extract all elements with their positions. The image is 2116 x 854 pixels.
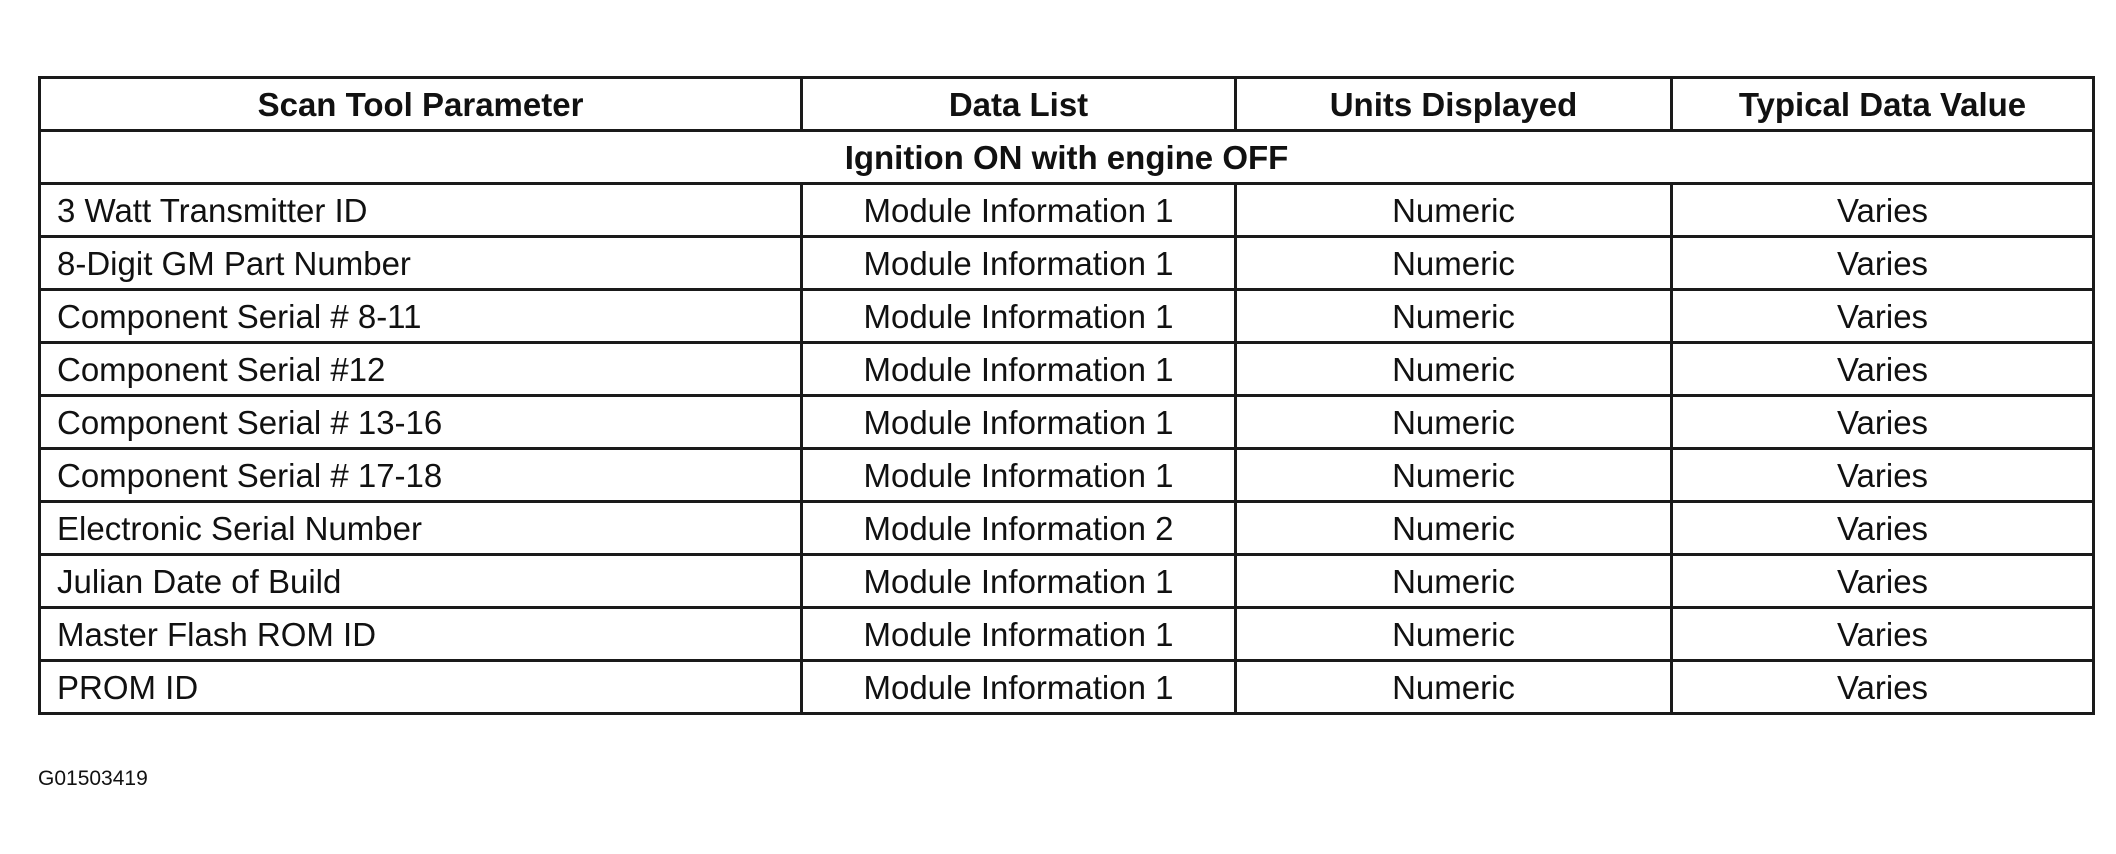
data-list-cell: Module Information 1 [802, 608, 1236, 661]
typical-value-cell: Varies [1672, 237, 2094, 290]
table-row [40, 343, 2094, 396]
parameter-cell: Electronic Serial Number [40, 502, 802, 555]
data-list-cell: Module Information 1 [802, 184, 1236, 237]
table-row [40, 449, 2094, 502]
units-cell: Numeric [1236, 343, 1672, 396]
header-scan-tool-parameter: Scan Tool Parameter [40, 78, 802, 131]
header-data-list: Data List [802, 78, 1236, 131]
header-units-displayed: Units Displayed [1236, 78, 1672, 131]
parameter-cell: PROM ID [40, 661, 802, 714]
parameter-cell: Component Serial # 13-16 [40, 396, 802, 449]
parameter-cell: Julian Date of Build [40, 555, 802, 608]
parameter-cell: Component Serial # 17-18 [40, 449, 802, 502]
parameter-cell: 8-Digit GM Part Number [40, 237, 802, 290]
data-list-cell: Module Information 1 [802, 661, 1236, 714]
typical-value-cell: Varies [1672, 449, 2094, 502]
header-row [40, 78, 2094, 131]
units-cell: Numeric [1236, 290, 1672, 343]
table-row [40, 608, 2094, 661]
units-cell: Numeric [1236, 184, 1672, 237]
typical-value-cell: Varies [1672, 343, 2094, 396]
units-cell: Numeric [1236, 502, 1672, 555]
data-list-cell: Module Information 1 [802, 449, 1236, 502]
typical-value-cell: Varies [1672, 608, 2094, 661]
table-row [40, 661, 2094, 714]
parameter-cell: Component Serial #12 [40, 343, 802, 396]
parameter-cell: 3 Watt Transmitter ID [40, 184, 802, 237]
table-row [40, 290, 2094, 343]
header-typical-data-value: Typical Data Value [1672, 78, 2094, 131]
figure-id: G01503419 [38, 767, 148, 790]
typical-value-cell: Varies [1672, 184, 2094, 237]
table-row [40, 237, 2094, 290]
data-list-cell: Module Information 2 [802, 502, 1236, 555]
section-label: Ignition ON with engine OFF [40, 131, 2094, 184]
data-list-cell: Module Information 1 [802, 237, 1236, 290]
table-row [40, 555, 2094, 608]
units-cell: Numeric [1236, 608, 1672, 661]
table-row [40, 184, 2094, 237]
units-cell: Numeric [1236, 237, 1672, 290]
typical-value-cell: Varies [1672, 661, 2094, 714]
typical-value-cell: Varies [1672, 290, 2094, 343]
units-cell: Numeric [1236, 396, 1672, 449]
section-row [40, 131, 2094, 184]
parameter-cell: Master Flash ROM ID [40, 608, 802, 661]
typical-value-cell: Varies [1672, 555, 2094, 608]
data-list-cell: Module Information 1 [802, 396, 1236, 449]
data-list-cell: Module Information 1 [802, 343, 1236, 396]
units-cell: Numeric [1236, 661, 1672, 714]
scan-tool-data-table [38, 76, 2095, 715]
units-cell: Numeric [1236, 555, 1672, 608]
data-list-cell: Module Information 1 [802, 555, 1236, 608]
table-row [40, 396, 2094, 449]
table-row [40, 502, 2094, 555]
typical-value-cell: Varies [1672, 502, 2094, 555]
parameter-cell: Component Serial # 8-11 [40, 290, 802, 343]
data-list-cell: Module Information 1 [802, 290, 1236, 343]
units-cell: Numeric [1236, 449, 1672, 502]
typical-value-cell: Varies [1672, 396, 2094, 449]
